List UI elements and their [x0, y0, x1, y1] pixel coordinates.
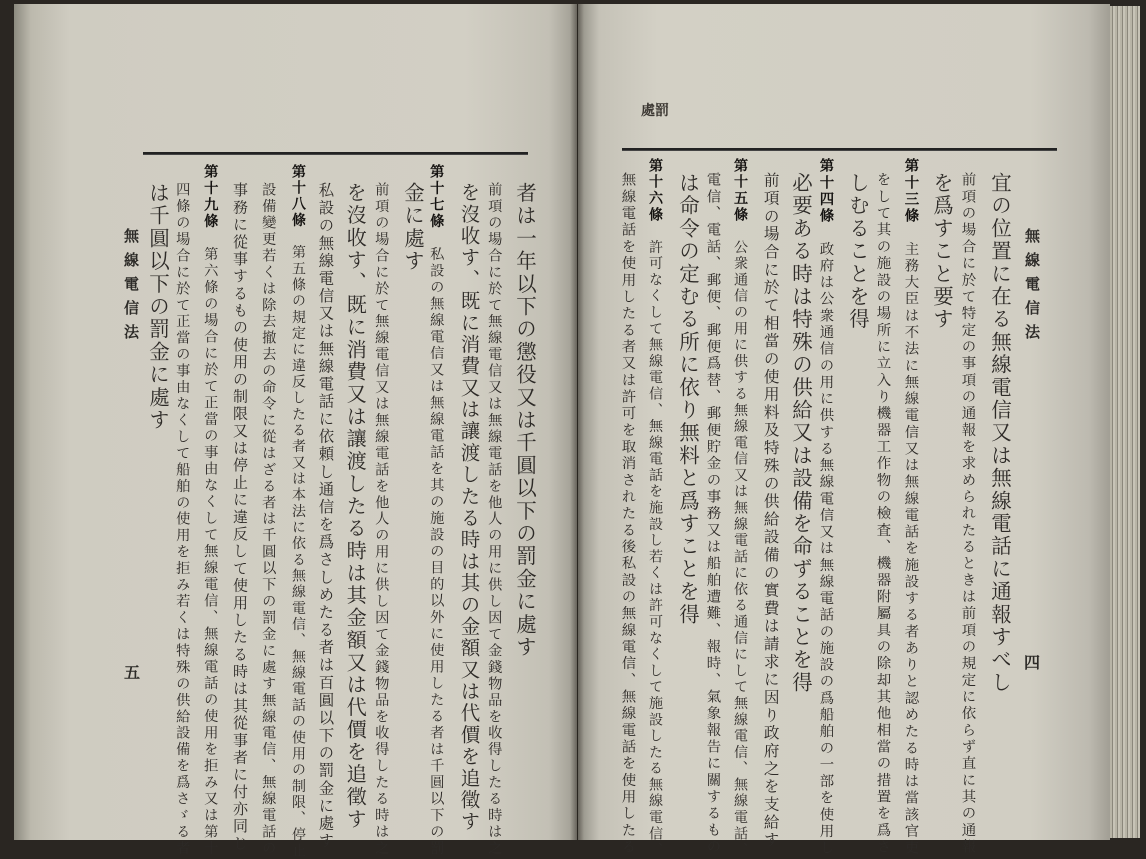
margin-note: 處罰 [641, 103, 669, 119]
right-col-10-text: 公衆通信の用に供する無線電信又は無線電話に依る通信にして無線電信、無線電話、 [732, 223, 749, 859]
right-page-number: 四 [1024, 653, 1041, 672]
right-col-8-text: 必要ある時は特殊の供給又は設備を命ずることを得 [788, 172, 813, 695]
left-col-9 [289, 164, 303, 859]
left-col-11 [232, 182, 247, 852]
left-col-5 [402, 182, 423, 273]
left-col-10 [261, 182, 275, 857]
left-col-12-heading: 第十九條 [202, 164, 219, 230]
left-col-4-text: 私設の無線電信又は無線電話を其の施設の目的以外に使用したる者は千圓以下の罰 [428, 230, 445, 857]
left-col-13-text: 四條の場合に於て正當の事由なくして船舶の使用を拒み若くは特殊の供給設備を爲さゞる者 [174, 182, 191, 857]
right-col-3-text: を爲すこと要す [929, 172, 954, 331]
right-col-3 [931, 172, 952, 331]
left-col-12 [203, 164, 217, 857]
right-col-2-text: 前項の場合に於て特定の事項の通報を求められたるときは前項の規定に依らず直に其の通報 [959, 172, 976, 856]
right-col-2 [960, 172, 974, 855]
left-header-rule [143, 152, 528, 155]
right-col-13-heading: 第十六條 [647, 158, 664, 224]
left-col-13 [175, 182, 189, 857]
right-col-10-heading: 第十五條 [732, 158, 749, 224]
right-col-11-text: 電信、電話、郵便、郵便爲替、郵便貯金の事務又は船舶遭難、報時、氣象報告に關するもの [704, 172, 721, 856]
left-col-9-heading: 第十八條 [288, 164, 305, 229]
right-col-7 [817, 158, 835, 857]
left-col-7 [343, 182, 368, 831]
right-col-7-text: 政府は公衆通信の用に供する無線電信又は無線電話の施設の爲船舶の一部を使用し [817, 224, 834, 857]
left-col-10-text: 設備變更若くは除去撤去の命令に從はざる者は千圓以下の罰金に處す無線電信、無線電話の [260, 182, 277, 857]
left-col-1 [514, 182, 535, 659]
right-running-head: 無線電信法 [1023, 228, 1041, 348]
left-col-12-text: 第六條の場合に於て正當の事由なくして無線電信、無線電話の使用を拒み又は第十 [202, 230, 219, 857]
right-col-7-heading: 第十四條 [817, 158, 835, 225]
left-col-4 [429, 164, 443, 857]
right-col-14-text: 無線電話を使用したる者又は許可を取消されたる後私設の無線電信、無線電話を使用したる [619, 172, 636, 856]
left-col-5-text: 金に處す [400, 182, 425, 273]
right-col-4-heading: 第十三條 [902, 158, 920, 225]
left-col-11-text: 事務に從事するもの使用の制限又は停止に違反して使用したる時は其從事者に付亦同じ [231, 182, 249, 853]
left-col-3 [457, 182, 481, 833]
left-col-9-text: 第五條の規定に違反したる者又は本法に依る無線電信、無線電話の使用の制限、停止 [288, 228, 305, 859]
right-col-12 [677, 172, 698, 626]
left-col-1-text: 者は一年以下の懲役又は千圓以下の罰金に處す [512, 182, 537, 659]
right-col-9-text: 前項の場合に於て相當の使用料及特殊の供給設備の實費は請求に因り政府之を支給す [761, 172, 780, 850]
left-col-2 [487, 182, 501, 857]
book-gutter [570, 4, 584, 840]
left-col-8 [316, 182, 335, 851]
right-col-4-text: 主務大臣は不法に無線電信又は無線電話を施設する者ありと認めたる時は當該官吏 [902, 224, 919, 857]
left-col-8-text: 私設の無線電信又は無線電話に依頼し通信を爲さしめたる者は百圓以下の罰金に處す [316, 182, 335, 851]
left-running-head: 無線電信法 [122, 228, 140, 348]
right-col-14 [620, 172, 634, 855]
left-col-7-text: を沒收す、既に消費又は讓渡したる時は其金額又は代價を追徵す [343, 182, 368, 831]
right-col-4 [902, 158, 920, 857]
page-edges [1110, 6, 1140, 838]
right-col-12-text: は命令の定むる所に依り無料と爲すことを得 [675, 172, 700, 626]
right-col-5-text: をして其の施設の場所に立入り機器工作物の檢査、機器附屬具の除却其他相當の措置を爲さ [874, 172, 891, 856]
right-col-1 [989, 172, 1010, 694]
right-col-10 [733, 158, 747, 858]
left-col-6-text: 前項の場合に於て無線電信又は無線電話を他人の用に供し因て金錢物品を收得したる時は之 [373, 182, 390, 857]
right-col-1-text: 宜の位置に在る無線電信又は無線電話に通報すべし [987, 172, 1012, 695]
right-col-11 [705, 172, 719, 855]
right-col-6 [847, 172, 868, 331]
right-col-5 [875, 172, 889, 855]
left-col-6 [374, 182, 388, 857]
left-col-14-text: は千圓以下の罰金に處す [145, 182, 170, 432]
left-col-14 [147, 182, 168, 432]
left-col-4-heading: 第十七條 [428, 164, 445, 230]
right-col-6-text: しむることを得 [845, 172, 870, 331]
right-header-rule [622, 148, 1057, 151]
left-page-number: 五 [124, 663, 141, 682]
right-col-13 [648, 158, 662, 858]
left-col-3-text: を沒收す、既に消費又は讓渡したる時は其の金額又は代價を追徵す [457, 182, 481, 833]
left-col-2-text: 前項の場合に於て無線電信又は無線電話を他人の用に供し因て金錢物品を收得したる時は之 [486, 182, 503, 857]
right-col-8 [790, 172, 811, 694]
right-col-13-text: 許可なくして無線電信、無線電話を施設し若くは許可なくして施設したる無線電信、 [647, 223, 664, 859]
right-col-9 [762, 172, 779, 849]
